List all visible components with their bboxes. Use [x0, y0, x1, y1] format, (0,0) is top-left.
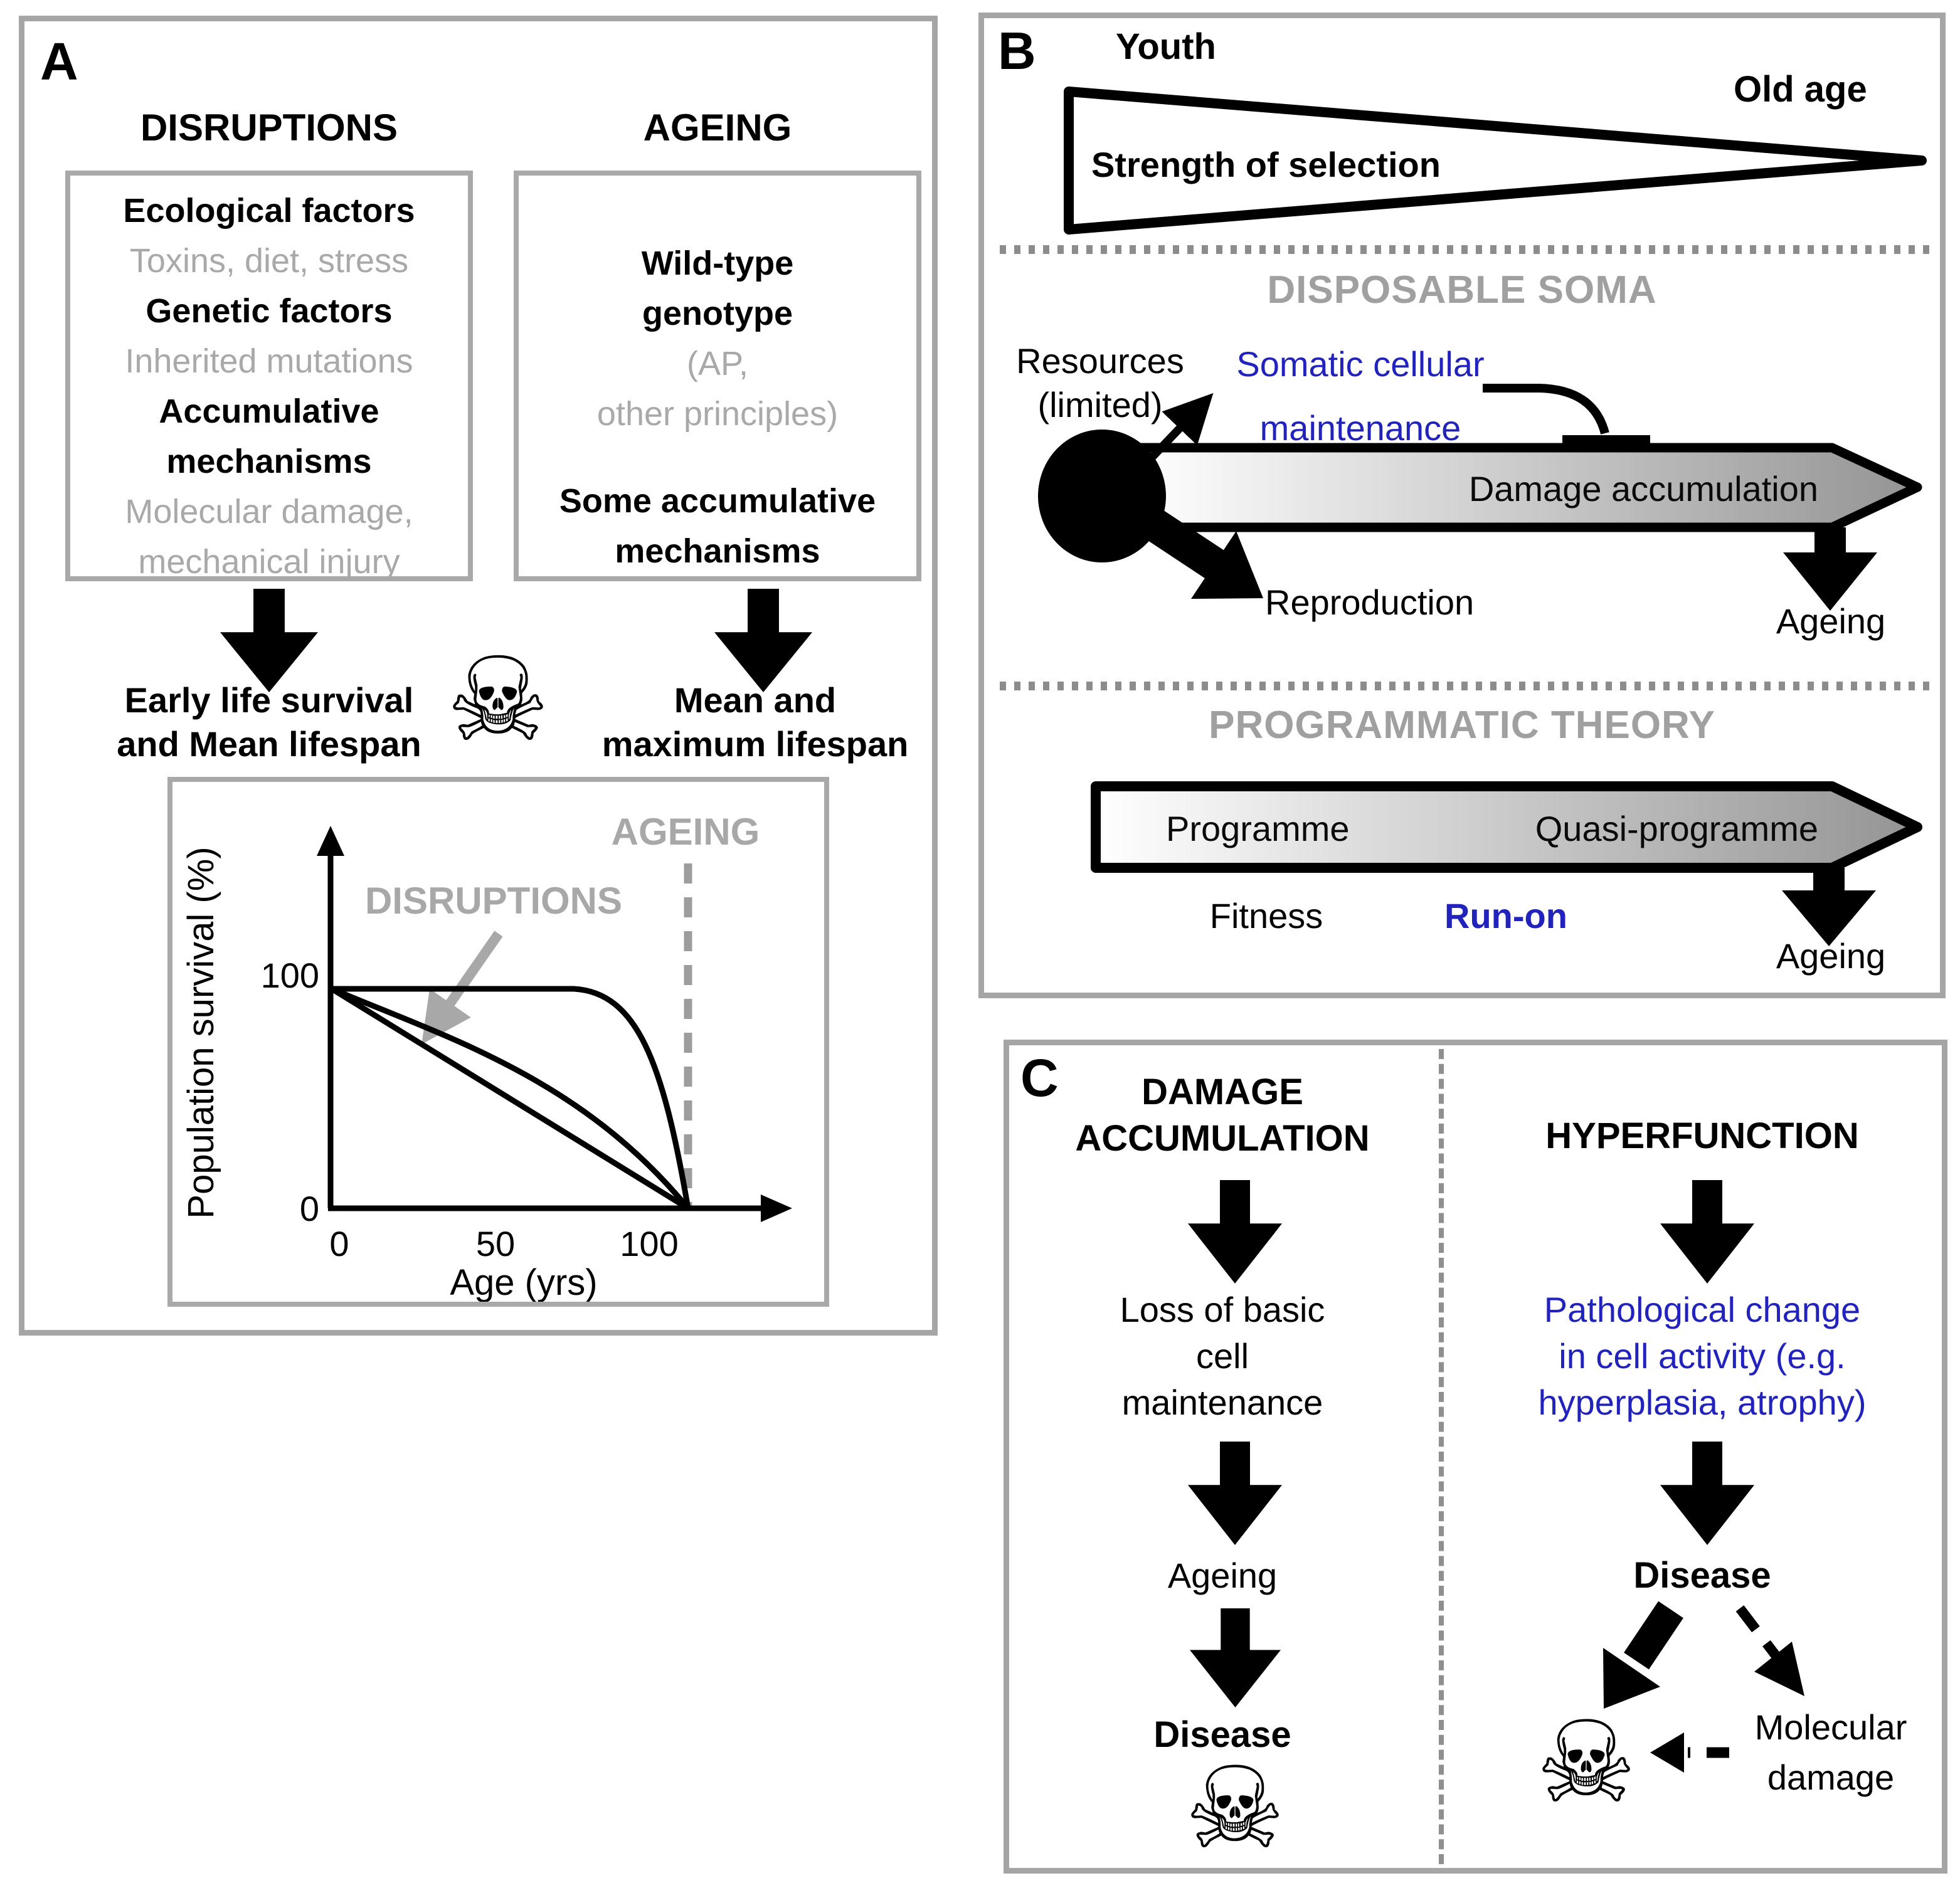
- ageing-label-2: Ageing: [1776, 936, 1886, 976]
- disruptions-line: Ecological factors: [123, 192, 415, 229]
- pathological-change-text: Pathological change in cell activity (e.g. hyperplasia, atrophy): [1538, 1290, 1867, 1422]
- disruptions-line: mechanisms: [166, 443, 372, 480]
- panel-a-label: A: [40, 32, 78, 91]
- dotted-separator: [1000, 682, 1934, 690]
- resources-blob: [1038, 430, 1166, 562]
- panel-b: [978, 13, 1946, 998]
- programmatic-theory-heading: PROGRAMMATIC THEORY: [1209, 704, 1715, 747]
- somatic-maintenance-label: Somatic cellular: [1236, 344, 1485, 384]
- survival-chart-box: [167, 777, 829, 1307]
- ytick-100: 100: [260, 956, 319, 995]
- disruptions-line: Accumulative: [159, 393, 379, 430]
- damage-accumulation-label: Damage accumulation: [1468, 469, 1818, 509]
- wedge-label: Strength of selection: [1091, 145, 1441, 184]
- disposable-soma-heading: DISPOSABLE SOMA: [1267, 268, 1657, 312]
- ageing-box-line: other principles): [596, 395, 839, 433]
- panel-c-label: C: [1020, 1048, 1059, 1107]
- disposable-soma-diagram: [984, 18, 1941, 994]
- ageing-box-line: mechanisms: [615, 532, 820, 570]
- quasi-programme-label: Quasi-programme: [1535, 809, 1818, 848]
- skull-crossbones-icon: ☠: [446, 632, 550, 767]
- ageing-label-left: Ageing: [1167, 1556, 1278, 1595]
- down-arrow-icon: [714, 589, 812, 692]
- early-life-caption: Early life survival and Mean lifespan: [117, 680, 421, 764]
- damage-accumulation-heading: DAMAGE ACCUMULATION: [1075, 1072, 1370, 1159]
- chart-disruptions-label: DISRUPTIONS: [364, 880, 623, 922]
- y-axis-arrow-icon: [317, 826, 344, 856]
- skull-crossbones-icon: ☠: [1184, 1743, 1286, 1874]
- panel-b-label: B: [998, 21, 1036, 80]
- loss-maintenance-text: Loss of basic cell maintenance: [1120, 1290, 1325, 1422]
- ageing-box-line: Wild-type: [641, 245, 794, 282]
- disruptions-line: Toxins, diet, stress: [129, 242, 409, 280]
- xtick-50: 50: [475, 1224, 516, 1263]
- disease-label-left: Disease: [1153, 1714, 1291, 1755]
- y-axis-label: Population survival (%): [181, 846, 221, 1219]
- disruptions-line: Inherited mutations: [125, 342, 413, 380]
- disruptions-header: DISRUPTIONS: [140, 107, 398, 149]
- disruptions-line: Genetic factors: [146, 292, 393, 330]
- xtick-0: 0: [329, 1224, 349, 1263]
- xtick-100: 100: [620, 1224, 679, 1263]
- x-axis-arrow-icon: [761, 1195, 792, 1222]
- programme-label: Programme: [1166, 809, 1350, 848]
- old-age-label: Old age: [1734, 69, 1867, 110]
- disruptions-line: mechanical injury: [138, 543, 400, 581]
- resources-label: Resources (limited): [1016, 341, 1184, 425]
- fitness-label: Fitness: [1209, 896, 1323, 936]
- skull-crossbones-icon: ☠: [1535, 1697, 1637, 1828]
- down-arrow-icon: [220, 589, 318, 692]
- panel-c: [1004, 1040, 1947, 1874]
- disruptions-box: [65, 171, 473, 581]
- hyperfunction-heading: HYPERFUNCTION: [1545, 1115, 1859, 1156]
- ageing-header: AGEING: [643, 107, 792, 149]
- disruptions-line: Molecular damage,: [125, 493, 413, 530]
- ageing-box-line: (AP,: [686, 345, 749, 382]
- ageing-box-line: genotype: [642, 295, 793, 332]
- survival-chart: [172, 782, 824, 1302]
- chart-ageing-label: AGEING: [611, 811, 760, 853]
- ytick-0: 0: [299, 1189, 319, 1228]
- mean-lifespan-caption: Mean and maximum lifespan: [601, 680, 909, 764]
- ageing-label-1: Ageing: [1776, 601, 1886, 641]
- ageing-box-line: Some accumulative: [559, 482, 876, 520]
- disruptions-arrow: [430, 934, 499, 1033]
- run-on-label: Run-on: [1444, 896, 1567, 936]
- panel-a: [19, 16, 938, 1336]
- molecular-damage-label: Molecular damage: [1754, 1707, 1907, 1797]
- disease-label-right: Disease: [1633, 1555, 1771, 1596]
- dashed-arrowhead-icon: [1754, 1642, 1804, 1696]
- inhibition-curve: [1483, 388, 1605, 433]
- ageing-box: [514, 171, 921, 581]
- youth-label: Youth: [1116, 26, 1216, 67]
- reproduction-label: Reproduction: [1265, 583, 1475, 622]
- x-axis-label: Age (yrs): [450, 1262, 598, 1302]
- somatic-maintenance-label2: maintenance: [1259, 408, 1461, 448]
